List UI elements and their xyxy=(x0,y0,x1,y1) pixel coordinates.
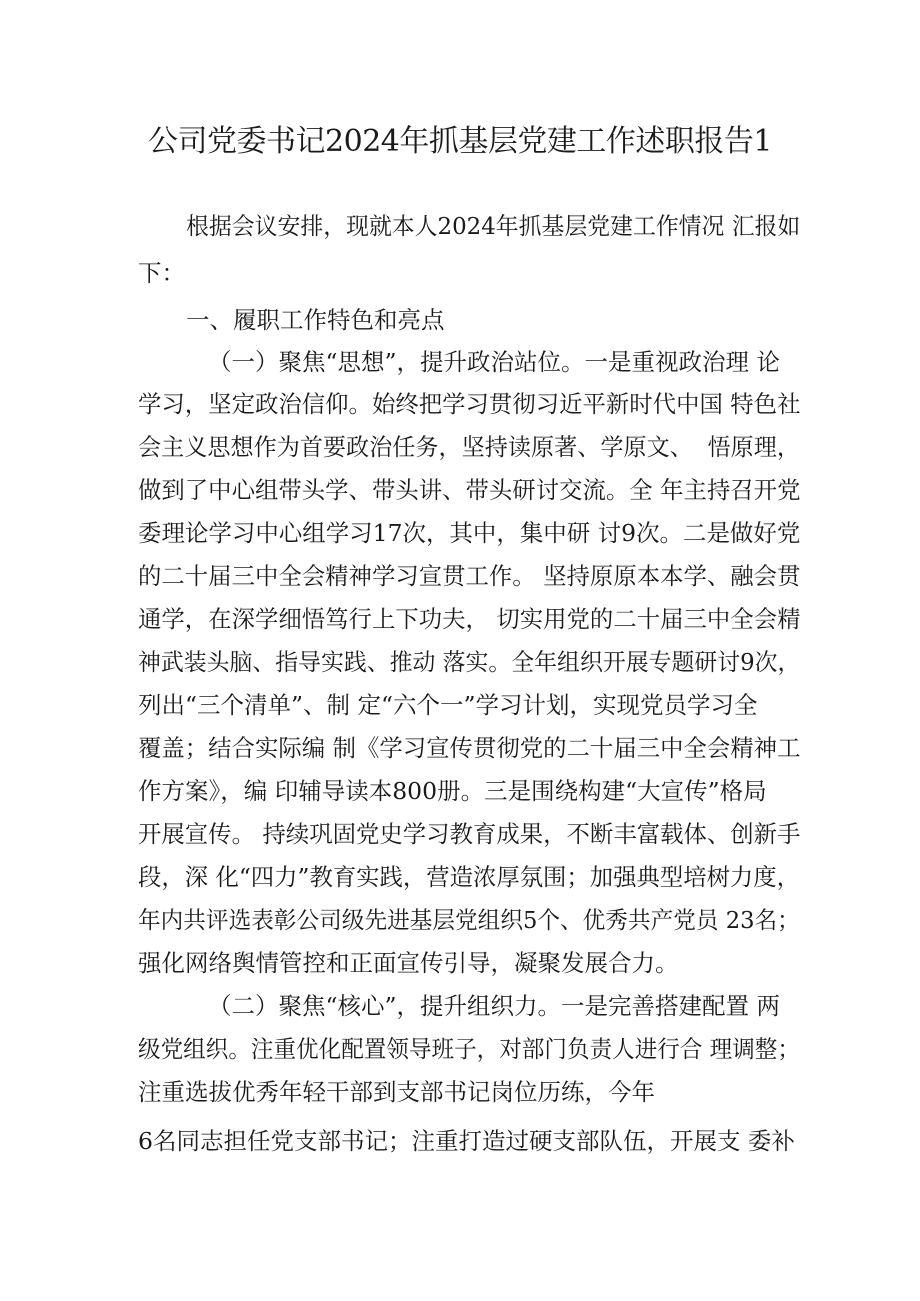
paragraph-line: 段，深 化“四力”教育实践，营造浓厚氛围；加强典型培树力度， xyxy=(138,863,801,891)
paragraph-line: 开展宣传。 持续巩固党史学习教育成果，不断丰富载体、创新手 xyxy=(138,820,801,848)
subsection-heading-line: （二）聚焦“核心”，提升组织力。一是完善搭建配置 两 xyxy=(208,992,780,1020)
paragraph-line: 6名同志担任党支部书记；注重打造过硬支部队伍，开展支 委补 xyxy=(138,1127,795,1155)
paragraph-line: 覆盖；结合实际编 制《学习宣传贯彻党的二十届三中全会精神工 xyxy=(138,734,801,762)
paragraph-line: 下： xyxy=(138,259,185,287)
subsection-heading-line: （一）聚焦“思想”，提升政治站位。一是重视政治理 论 xyxy=(208,348,780,376)
paragraph-line: 做到了中心组带头学、带头讲、带头研讨交流。全 年主持召开党 xyxy=(138,476,801,504)
paragraph-line: 强化网络舆情管控和正面宣传引导，凝聚发展合力。 xyxy=(138,949,679,977)
paragraph-line: 学习，坚定政治信仰。始终把学习贯彻习近平新时代中国 特色社 xyxy=(138,390,801,418)
paragraph-line: 列出“三个清单”、制 定“六个一”学习计划，实现党员学习全 xyxy=(138,691,758,719)
section-heading: 一、履职工作特色和亮点 xyxy=(186,306,445,334)
paragraph-line: 的二十届三中全会精神学习宣贯工作。 坚持原原本本学、融会贯 xyxy=(138,562,801,590)
paragraph-line: 会主义思想作为首要政治任务，坚持读原著、学原文、 悟原理， xyxy=(138,433,800,461)
paragraph-line: 通学，在深学细悟笃行上下功夫， 切实用党的二十届三中全会精 xyxy=(138,605,801,633)
paragraph-line: 级党组织。注重优化配置领导班子，对部门负责人进行合 理调整； xyxy=(138,1035,800,1063)
paragraph-line: 委理论学习中心组学习17次，其中，集中研 讨9次。二是做好党 xyxy=(138,519,801,547)
document-title: 公司党委书记2024年抓基层党建工作述职报告1 xyxy=(148,124,772,159)
paragraph-line: 年内共评选表彰公司级先进基层党组织5个、优秀共产党员 23名； xyxy=(138,906,800,934)
paragraph-line: 注重选拔优秀年轻干部到支部书记岗位历练，今年 xyxy=(138,1078,655,1106)
paragraph-line: 神武装头脑、指导实践、推动 落实。全年组织开展专题研讨9次， xyxy=(138,648,801,676)
paragraph-line: 作方案》，编 印辅导读本800册。三是围绕构建“大宣传”格局 xyxy=(138,777,767,805)
paragraph-line: 根据会议安排，现就本人2024年抓基层党建工作情况 汇报如 xyxy=(186,212,801,240)
